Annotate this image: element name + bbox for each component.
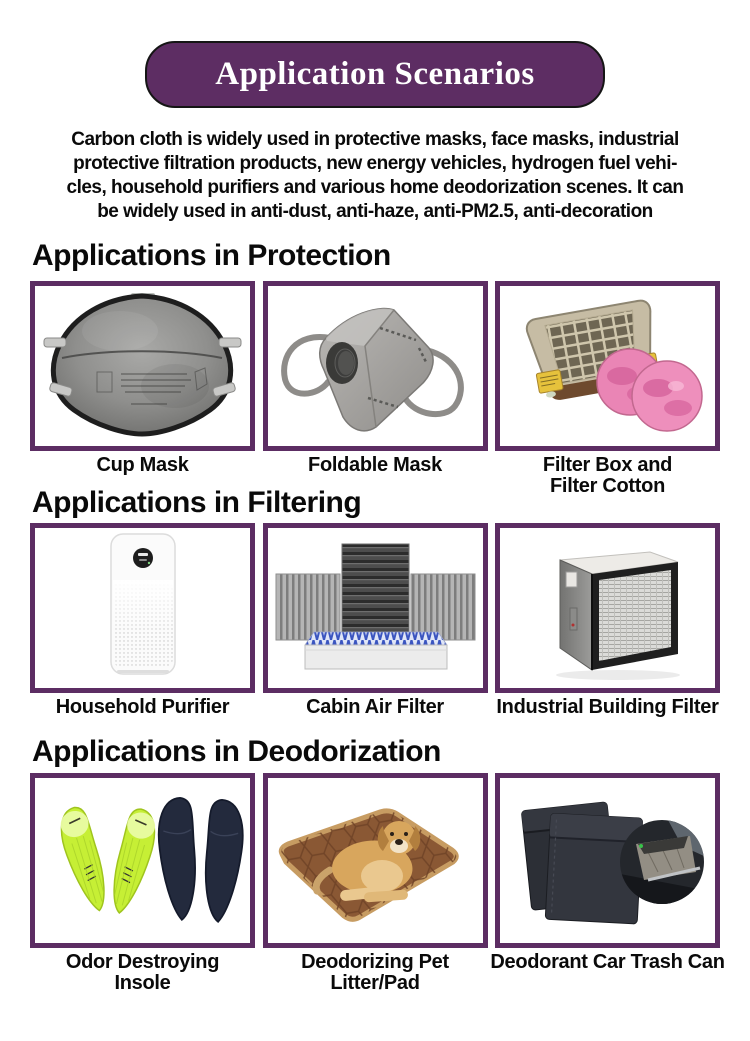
card-industrial-filter bbox=[495, 523, 720, 718]
heading-deodorization: Applications in Deodorization bbox=[32, 735, 441, 768]
household-purifier-image bbox=[30, 523, 255, 693]
card-caption: Odor Destroying Insole bbox=[65, 951, 220, 994]
cabin-air-filter-icon bbox=[268, 528, 483, 688]
industrial-filter-icon bbox=[500, 528, 715, 688]
card-foldable-mask bbox=[263, 281, 488, 497]
cup-mask-icon bbox=[35, 286, 250, 446]
card-insole bbox=[30, 773, 255, 994]
card-caption: Filter Box and Filter Cotton bbox=[542, 454, 673, 497]
filter-box-icon bbox=[500, 286, 715, 446]
heading-protection: Applications in Protection bbox=[32, 239, 391, 272]
filtering-cards-row bbox=[30, 523, 720, 718]
household-purifier-icon bbox=[35, 528, 250, 688]
car-interior-inset bbox=[620, 820, 704, 904]
pet-pad-icon bbox=[268, 778, 483, 943]
foldable-mask-icon bbox=[268, 286, 483, 446]
card-household-purifier bbox=[30, 523, 255, 718]
card-caption: Deodorant Car Trash Can bbox=[490, 951, 725, 973]
intro-line: Carbon cloth is widely used in protective masks, face masks, industrial bbox=[71, 129, 679, 150]
banner-title: Application Scenarios bbox=[215, 56, 535, 92]
card-caption: Cabin Air Filter bbox=[306, 696, 444, 718]
foldable-mask-image bbox=[263, 281, 488, 451]
filter-box-image bbox=[495, 281, 720, 451]
protection-cards-row bbox=[30, 281, 720, 497]
card-cabin-air-filter bbox=[263, 523, 488, 718]
heading-filtering: Applications in Filtering bbox=[32, 486, 362, 519]
section-banner bbox=[145, 41, 605, 108]
intro-line: be widely used in anti-dust, anti-haze, anti-PM2.5, anti-decoration bbox=[97, 201, 653, 222]
industrial-filter-image bbox=[495, 523, 720, 693]
card-caption: Household Purifier bbox=[55, 696, 230, 718]
card-cup-mask bbox=[30, 281, 255, 497]
insole-image bbox=[30, 773, 255, 948]
car-trash-can-image bbox=[495, 773, 720, 948]
card-caption: Cup Mask bbox=[96, 454, 189, 476]
card-pet-pad bbox=[263, 773, 488, 994]
card-caption: Deodorizing Pet Litter/Pad bbox=[301, 951, 449, 994]
intro-line: cles, household purifiers and various home deodorization scenes. It can bbox=[66, 177, 684, 198]
pet-pad-image bbox=[263, 773, 488, 948]
card-caption: Industrial Building Filter bbox=[496, 696, 719, 718]
card-caption: Foldable Mask bbox=[308, 454, 442, 476]
cup-mask-image bbox=[30, 281, 255, 451]
intro-line: protective filtration products, new energy vehicles, hydrogen fuel vehi- bbox=[73, 153, 677, 174]
car-trash-can-icon bbox=[500, 778, 715, 943]
intro-text bbox=[0, 128, 750, 224]
cabin-air-filter-image bbox=[263, 523, 488, 693]
card-filter-box bbox=[495, 281, 720, 497]
deodorization-cards-row bbox=[30, 773, 725, 994]
card-car-trash-can bbox=[490, 773, 725, 994]
insole-icon bbox=[35, 778, 250, 943]
